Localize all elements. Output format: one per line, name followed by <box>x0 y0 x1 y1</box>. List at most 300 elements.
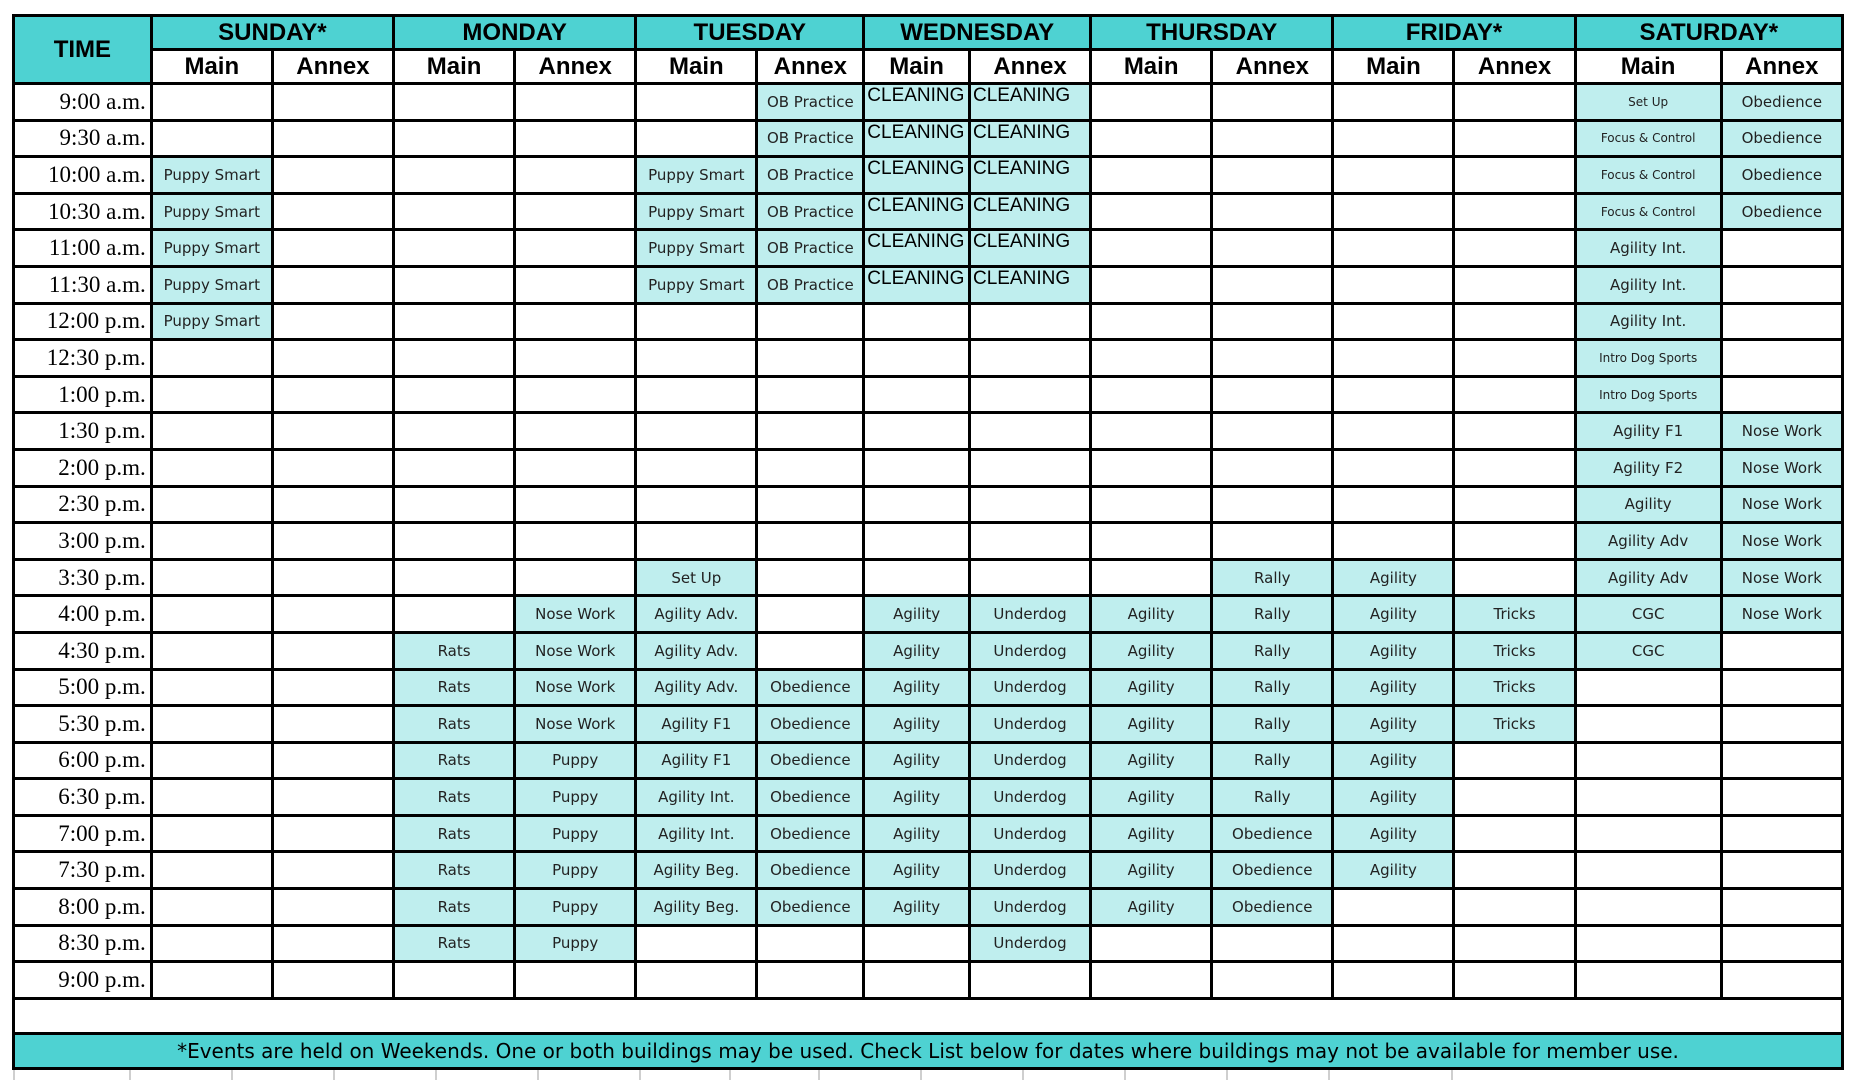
schedule-cell-saturday-main: Focus & Control <box>1575 120 1721 157</box>
schedule-cell-wednesday-main <box>864 962 970 999</box>
schedule-cell-tuesday-main: Puppy Smart <box>636 266 757 303</box>
schedule-cell-saturday-main: Focus & Control <box>1575 157 1721 194</box>
schedule-row <box>14 120 1843 157</box>
subheader-wednesday-main: Main <box>864 50 970 84</box>
schedule-cell-monday-annex <box>515 559 636 596</box>
schedule-cell-sunday-main <box>151 669 272 706</box>
schedule-cell-saturday-main: Agility <box>1575 486 1721 523</box>
schedule-cell-wednesday-main: CLEANING <box>864 157 970 194</box>
schedule-cell-saturday-annex <box>1721 779 1842 816</box>
time-label: 12:30 p.m. <box>14 340 152 377</box>
schedule-cell-saturday-main <box>1575 779 1721 816</box>
time-label: 11:00 a.m. <box>14 230 152 267</box>
schedule-cell-tuesday-annex: OB Practice <box>757 84 864 121</box>
time-label: 3:00 p.m. <box>14 523 152 560</box>
schedule-cell-thursday-annex <box>1212 486 1333 523</box>
schedule-row <box>14 486 1843 523</box>
building-header-row <box>14 50 1843 84</box>
schedule-cell-thursday-main <box>1091 449 1212 486</box>
schedule-cell-tuesday-main <box>636 486 757 523</box>
schedule-cell-wednesday-annex: CLEANING <box>969 266 1090 303</box>
schedule-row <box>14 266 1843 303</box>
schedule-cell-sunday-main: Puppy Smart <box>151 193 272 230</box>
subheader-wednesday-annex: Annex <box>969 50 1090 84</box>
schedule-cell-thursday-main <box>1091 340 1212 377</box>
schedule-cell-saturday-main: Focus & Control <box>1575 193 1721 230</box>
schedule-cell-monday-annex <box>515 84 636 121</box>
schedule-cell-monday-main <box>394 413 515 450</box>
schedule-row <box>14 523 1843 560</box>
schedule-cell-wednesday-main <box>864 925 970 962</box>
schedule-cell-sunday-annex <box>272 779 393 816</box>
schedule-cell-wednesday-annex <box>969 523 1090 560</box>
schedule-cell-friday-annex <box>1454 230 1575 267</box>
schedule-cell-sunday-annex <box>272 669 393 706</box>
schedule-cell-thursday-annex <box>1212 84 1333 121</box>
schedule-cell-saturday-main: CGC <box>1575 596 1721 633</box>
schedule-cell-friday-annex <box>1454 815 1575 852</box>
blank-row <box>14 998 1843 1033</box>
time-label: 7:00 p.m. <box>14 815 152 852</box>
schedule-cell-sunday-main <box>151 523 272 560</box>
schedule-cell-thursday-main <box>1091 962 1212 999</box>
schedule-cell-friday-annex <box>1454 523 1575 560</box>
schedule-cell-thursday-annex: Obedience <box>1212 889 1333 926</box>
schedule-cell-thursday-main <box>1091 303 1212 340</box>
schedule-cell-monday-main: Rats <box>394 852 515 889</box>
time-label: 1:00 p.m. <box>14 376 152 413</box>
schedule-cell-wednesday-main <box>864 486 970 523</box>
schedule-cell-saturday-annex: Nose Work <box>1721 523 1842 560</box>
time-label: 12:00 p.m. <box>14 303 152 340</box>
time-label: 10:30 a.m. <box>14 193 152 230</box>
schedule-cell-sunday-annex <box>272 742 393 779</box>
blank-cell <box>14 998 1843 1033</box>
schedule-cell-thursday-annex: Rally <box>1212 559 1333 596</box>
schedule-cell-tuesday-main <box>636 523 757 560</box>
schedule-cell-wednesday-main: CLEANING <box>864 193 970 230</box>
day-header-thursday: THURSDAY <box>1091 16 1333 50</box>
schedule-cell-wednesday-main: Agility <box>864 596 970 633</box>
schedule-cell-tuesday-main <box>636 413 757 450</box>
schedule-cell-tuesday-annex: Obedience <box>757 889 864 926</box>
schedule-cell-tuesday-main: Agility Adv. <box>636 632 757 669</box>
schedule-row <box>14 559 1843 596</box>
schedule-cell-wednesday-main <box>864 523 970 560</box>
schedule-cell-wednesday-annex <box>969 449 1090 486</box>
time-label: 5:30 p.m. <box>14 706 152 743</box>
schedule-cell-thursday-main <box>1091 523 1212 560</box>
schedule-cell-tuesday-main: Agility Int. <box>636 779 757 816</box>
schedule-cell-thursday-annex: Rally <box>1212 706 1333 743</box>
schedule-cell-tuesday-annex: OB Practice <box>757 120 864 157</box>
schedule-cell-saturday-annex: Obedience <box>1721 157 1842 194</box>
schedule-row <box>14 84 1843 121</box>
schedule-cell-monday-annex: Nose Work <box>515 706 636 743</box>
schedule-cell-thursday-main: Agility <box>1091 889 1212 926</box>
schedule-cell-tuesday-annex <box>757 523 864 560</box>
schedule-cell-tuesday-main: Agility Int. <box>636 815 757 852</box>
schedule-row <box>14 742 1843 779</box>
schedule-cell-wednesday-annex: Underdog <box>969 596 1090 633</box>
schedule-cell-thursday-main <box>1091 84 1212 121</box>
schedule-cell-sunday-main <box>151 120 272 157</box>
schedule-cell-tuesday-annex: OB Practice <box>757 193 864 230</box>
schedule-cell-monday-main: Rats <box>394 632 515 669</box>
schedule-cell-tuesday-annex: Obedience <box>757 669 864 706</box>
schedule-cell-thursday-annex <box>1212 303 1333 340</box>
schedule-cell-saturday-annex <box>1721 852 1842 889</box>
schedule-row <box>14 376 1843 413</box>
schedule-cell-wednesday-annex: CLEANING <box>969 157 1090 194</box>
schedule-table <box>12 14 1844 1070</box>
schedule-cell-tuesday-annex <box>757 486 864 523</box>
time-label: 11:30 a.m. <box>14 266 152 303</box>
schedule-cell-tuesday-annex: Obedience <box>757 779 864 816</box>
schedule-cell-saturday-annex <box>1721 889 1842 926</box>
schedule-cell-wednesday-main: CLEANING <box>864 84 970 121</box>
schedule-cell-saturday-main <box>1575 669 1721 706</box>
schedule-cell-thursday-annex <box>1212 266 1333 303</box>
schedule-cell-sunday-main <box>151 340 272 377</box>
schedule-cell-monday-main <box>394 230 515 267</box>
time-label: 2:30 p.m. <box>14 486 152 523</box>
schedule-cell-saturday-annex: Nose Work <box>1721 486 1842 523</box>
schedule-cell-monday-main: Rats <box>394 669 515 706</box>
schedule-cell-thursday-annex <box>1212 523 1333 560</box>
subheader-thursday-main: Main <box>1091 50 1212 84</box>
schedule-cell-tuesday-main: Agility Adv. <box>636 596 757 633</box>
schedule-cell-saturday-annex <box>1721 303 1842 340</box>
schedule-cell-tuesday-main: Agility F1 <box>636 706 757 743</box>
schedule-cell-sunday-main <box>151 559 272 596</box>
schedule-cell-sunday-main <box>151 779 272 816</box>
schedule-cell-friday-main <box>1333 84 1454 121</box>
schedule-cell-friday-main: Agility <box>1333 779 1454 816</box>
schedule-cell-wednesday-main: Agility <box>864 779 970 816</box>
schedule-cell-thursday-main <box>1091 559 1212 596</box>
schedule-cell-friday-main <box>1333 193 1454 230</box>
schedule-cell-wednesday-annex: Underdog <box>969 925 1090 962</box>
schedule-cell-saturday-main: Agility F2 <box>1575 449 1721 486</box>
schedule-row <box>14 889 1843 926</box>
schedule-cell-thursday-main <box>1091 925 1212 962</box>
schedule-cell-friday-annex <box>1454 449 1575 486</box>
schedule-cell-friday-annex <box>1454 486 1575 523</box>
schedule-cell-tuesday-main: Set Up <box>636 559 757 596</box>
schedule-cell-friday-annex <box>1454 303 1575 340</box>
schedule-cell-thursday-main <box>1091 486 1212 523</box>
schedule-cell-monday-annex: Nose Work <box>515 596 636 633</box>
schedule-cell-monday-main <box>394 376 515 413</box>
schedule-cell-wednesday-main: Agility <box>864 742 970 779</box>
schedule-cell-saturday-main: Intro Dog Sports <box>1575 376 1721 413</box>
schedule-cell-friday-main <box>1333 266 1454 303</box>
schedule-cell-sunday-main: Puppy Smart <box>151 230 272 267</box>
time-label: 6:00 p.m. <box>14 742 152 779</box>
schedule-row <box>14 669 1843 706</box>
schedule-cell-sunday-annex <box>272 852 393 889</box>
schedule-cell-sunday-main <box>151 925 272 962</box>
schedule-cell-monday-annex <box>515 157 636 194</box>
schedule-cell-saturday-annex <box>1721 962 1842 999</box>
schedule-cell-friday-annex: Tricks <box>1454 632 1575 669</box>
schedule-cell-wednesday-annex: CLEANING <box>969 120 1090 157</box>
schedule-cell-thursday-main: Agility <box>1091 779 1212 816</box>
schedule-cell-sunday-annex <box>272 559 393 596</box>
schedule-cell-tuesday-main <box>636 120 757 157</box>
schedule-cell-friday-main <box>1333 962 1454 999</box>
schedule-cell-wednesday-main <box>864 303 970 340</box>
schedule-cell-tuesday-main: Agility Adv. <box>636 669 757 706</box>
day-header-sunday: SUNDAY* <box>151 16 393 50</box>
schedule-row <box>14 303 1843 340</box>
schedule-cell-monday-annex: Nose Work <box>515 632 636 669</box>
schedule-cell-sunday-main <box>151 84 272 121</box>
schedule-cell-tuesday-main <box>636 449 757 486</box>
schedule-row <box>14 632 1843 669</box>
schedule-cell-tuesday-main <box>636 340 757 377</box>
time-column-header: TIME <box>14 16 152 84</box>
schedule-cell-saturday-annex: Obedience <box>1721 84 1842 121</box>
schedule-cell-friday-main: Agility <box>1333 742 1454 779</box>
schedule-cell-monday-main <box>394 303 515 340</box>
subheader-friday-annex: Annex <box>1454 50 1575 84</box>
schedule-cell-sunday-main <box>151 962 272 999</box>
schedule-cell-monday-main: Rats <box>394 742 515 779</box>
schedule-cell-wednesday-main: Agility <box>864 669 970 706</box>
schedule-cell-sunday-annex <box>272 266 393 303</box>
schedule-cell-monday-annex <box>515 230 636 267</box>
schedule-cell-wednesday-annex: Underdog <box>969 669 1090 706</box>
schedule-cell-friday-main <box>1333 340 1454 377</box>
schedule-cell-thursday-main <box>1091 266 1212 303</box>
schedule-cell-wednesday-annex: Underdog <box>969 852 1090 889</box>
schedule-cell-sunday-main <box>151 815 272 852</box>
schedule-cell-sunday-annex <box>272 962 393 999</box>
schedule-cell-saturday-main <box>1575 962 1721 999</box>
schedule-cell-saturday-annex <box>1721 925 1842 962</box>
schedule-cell-friday-main <box>1333 120 1454 157</box>
schedule-cell-tuesday-annex: Obedience <box>757 852 864 889</box>
schedule-cell-saturday-main: Set Up <box>1575 84 1721 121</box>
schedule-cell-friday-annex <box>1454 340 1575 377</box>
schedule-cell-wednesday-annex <box>969 962 1090 999</box>
schedule-cell-thursday-annex <box>1212 230 1333 267</box>
schedule-row <box>14 449 1843 486</box>
schedule-cell-friday-annex: Tricks <box>1454 706 1575 743</box>
schedule-cell-friday-main <box>1333 925 1454 962</box>
schedule-cell-friday-main <box>1333 157 1454 194</box>
time-label: 4:00 p.m. <box>14 596 152 633</box>
schedule-cell-monday-main <box>394 84 515 121</box>
schedule-cell-tuesday-annex <box>757 413 864 450</box>
schedule-row <box>14 230 1843 267</box>
schedule-row <box>14 962 1843 999</box>
schedule-cell-saturday-main: Agility Int. <box>1575 266 1721 303</box>
schedule-cell-wednesday-main <box>864 413 970 450</box>
schedule-cell-saturday-annex <box>1721 815 1842 852</box>
schedule-cell-sunday-annex <box>272 376 393 413</box>
schedule-cell-sunday-main: Puppy Smart <box>151 266 272 303</box>
schedule-cell-wednesday-annex: Underdog <box>969 779 1090 816</box>
schedule-cell-sunday-main <box>151 376 272 413</box>
schedule-cell-friday-annex <box>1454 193 1575 230</box>
schedule-cell-friday-main <box>1333 889 1454 926</box>
schedule-cell-sunday-annex <box>272 449 393 486</box>
schedule-cell-saturday-annex <box>1721 230 1842 267</box>
time-label: 9:00 p.m. <box>14 962 152 999</box>
schedule-cell-tuesday-annex <box>757 632 864 669</box>
schedule-cell-sunday-annex <box>272 632 393 669</box>
schedule-row <box>14 157 1843 194</box>
schedule-body <box>14 84 1843 999</box>
day-header-monday: MONDAY <box>394 16 636 50</box>
schedule-cell-saturday-main: Agility Adv <box>1575 559 1721 596</box>
schedule-cell-monday-main <box>394 596 515 633</box>
schedule-row <box>14 193 1843 230</box>
schedule-cell-monday-annex: Puppy <box>515 925 636 962</box>
schedule-cell-thursday-annex <box>1212 340 1333 377</box>
schedule-cell-saturday-main <box>1575 815 1721 852</box>
schedule-cell-saturday-annex <box>1721 706 1842 743</box>
schedule-cell-friday-annex <box>1454 962 1575 999</box>
schedule-cell-thursday-main <box>1091 193 1212 230</box>
subheader-saturday-annex: Annex <box>1721 50 1842 84</box>
day-header-saturday: SATURDAY* <box>1575 16 1842 50</box>
schedule-row <box>14 852 1843 889</box>
schedule-cell-saturday-annex <box>1721 376 1842 413</box>
schedule-cell-thursday-annex <box>1212 376 1333 413</box>
schedule-cell-tuesday-annex <box>757 303 864 340</box>
schedule-cell-monday-main <box>394 157 515 194</box>
schedule-cell-tuesday-annex: OB Practice <box>757 266 864 303</box>
subheader-sunday-annex: Annex <box>272 50 393 84</box>
schedule-cell-tuesday-annex: Obedience <box>757 742 864 779</box>
time-label: 5:00 p.m. <box>14 669 152 706</box>
time-label: 3:30 p.m. <box>14 559 152 596</box>
schedule-row <box>14 779 1843 816</box>
subheader-monday-main: Main <box>394 50 515 84</box>
time-label: 4:30 p.m. <box>14 632 152 669</box>
time-label: 1:30 p.m. <box>14 413 152 450</box>
schedule-cell-thursday-main: Agility <box>1091 596 1212 633</box>
schedule-cell-saturday-main: Agility Adv <box>1575 523 1721 560</box>
schedule-cell-wednesday-annex <box>969 376 1090 413</box>
schedule-cell-monday-annex: Nose Work <box>515 669 636 706</box>
schedule-cell-thursday-annex: Rally <box>1212 742 1333 779</box>
schedule-cell-monday-main <box>394 449 515 486</box>
schedule-cell-monday-annex <box>515 449 636 486</box>
schedule-cell-sunday-main <box>151 596 272 633</box>
schedule-cell-wednesday-main <box>864 449 970 486</box>
schedule-cell-friday-main: Agility <box>1333 852 1454 889</box>
schedule-cell-friday-annex: Tricks <box>1454 669 1575 706</box>
schedule-row <box>14 340 1843 377</box>
schedule-cell-wednesday-annex: Underdog <box>969 706 1090 743</box>
schedule-cell-friday-annex <box>1454 889 1575 926</box>
schedule-cell-friday-annex <box>1454 742 1575 779</box>
time-label: 9:30 a.m. <box>14 120 152 157</box>
time-label: 10:00 a.m. <box>14 157 152 194</box>
schedule-cell-monday-annex <box>515 120 636 157</box>
schedule-cell-thursday-main <box>1091 230 1212 267</box>
schedule-cell-wednesday-annex: Underdog <box>969 742 1090 779</box>
schedule-cell-sunday-main <box>151 486 272 523</box>
schedule-cell-tuesday-annex <box>757 340 864 377</box>
schedule-row <box>14 596 1843 633</box>
time-label: 8:00 p.m. <box>14 889 152 926</box>
schedule-cell-monday-main: Rats <box>394 706 515 743</box>
schedule-cell-monday-annex <box>515 340 636 377</box>
subheader-tuesday-main: Main <box>636 50 757 84</box>
schedule-cell-monday-main <box>394 962 515 999</box>
subheader-friday-main: Main <box>1333 50 1454 84</box>
schedule-cell-sunday-main <box>151 742 272 779</box>
schedule-cell-wednesday-annex <box>969 486 1090 523</box>
schedule-cell-wednesday-main <box>864 559 970 596</box>
schedule-cell-friday-annex <box>1454 376 1575 413</box>
schedule-cell-thursday-annex: Obedience <box>1212 852 1333 889</box>
footer-note: *Events are held on Weekends. One or both buildings may be used. Check List below for dates where buildings may not be available for member use. <box>14 1033 1843 1068</box>
subheader-thursday-annex: Annex <box>1212 50 1333 84</box>
schedule-cell-monday-annex <box>515 376 636 413</box>
schedule-cell-saturday-annex: Nose Work <box>1721 559 1842 596</box>
schedule-cell-friday-main <box>1333 413 1454 450</box>
schedule-cell-saturday-main: CGC <box>1575 632 1721 669</box>
schedule-cell-sunday-main <box>151 632 272 669</box>
page-edge-ticks <box>0 1070 1855 1080</box>
schedule-cell-sunday-main <box>151 889 272 926</box>
schedule-cell-tuesday-annex <box>757 559 864 596</box>
schedule-cell-saturday-annex <box>1721 742 1842 779</box>
schedule-cell-friday-annex <box>1454 84 1575 121</box>
schedule-cell-wednesday-main: CLEANING <box>864 266 970 303</box>
day-header-tuesday: TUESDAY <box>636 16 864 50</box>
schedule-cell-thursday-main: Agility <box>1091 706 1212 743</box>
schedule-cell-friday-annex <box>1454 120 1575 157</box>
schedule-cell-wednesday-main: Agility <box>864 706 970 743</box>
schedule-cell-tuesday-annex <box>757 925 864 962</box>
schedule-cell-tuesday-main <box>636 84 757 121</box>
schedule-cell-tuesday-annex <box>757 449 864 486</box>
schedule-cell-friday-annex <box>1454 413 1575 450</box>
subheader-monday-annex: Annex <box>515 50 636 84</box>
schedule-cell-sunday-annex <box>272 230 393 267</box>
time-label: 2:00 p.m. <box>14 449 152 486</box>
schedule-cell-thursday-main: Agility <box>1091 815 1212 852</box>
schedule-cell-tuesday-annex: Obedience <box>757 706 864 743</box>
schedule-cell-monday-annex <box>515 413 636 450</box>
schedule-cell-saturday-main <box>1575 925 1721 962</box>
schedule-cell-monday-annex: Puppy <box>515 815 636 852</box>
schedule-cell-saturday-annex <box>1721 340 1842 377</box>
schedule-cell-saturday-annex <box>1721 669 1842 706</box>
schedule-cell-thursday-annex <box>1212 413 1333 450</box>
schedule-cell-thursday-main: Agility <box>1091 852 1212 889</box>
schedule-cell-sunday-annex <box>272 84 393 121</box>
time-label: 6:30 p.m. <box>14 779 152 816</box>
schedule-cell-thursday-main <box>1091 376 1212 413</box>
schedule-cell-thursday-annex <box>1212 193 1333 230</box>
schedule-cell-wednesday-main: Agility <box>864 632 970 669</box>
schedule-cell-sunday-annex <box>272 596 393 633</box>
schedule-cell-friday-annex <box>1454 925 1575 962</box>
schedule-cell-monday-main <box>394 486 515 523</box>
subheader-saturday-main: Main <box>1575 50 1721 84</box>
schedule-cell-sunday-main <box>151 449 272 486</box>
schedule-cell-friday-main: Agility <box>1333 706 1454 743</box>
